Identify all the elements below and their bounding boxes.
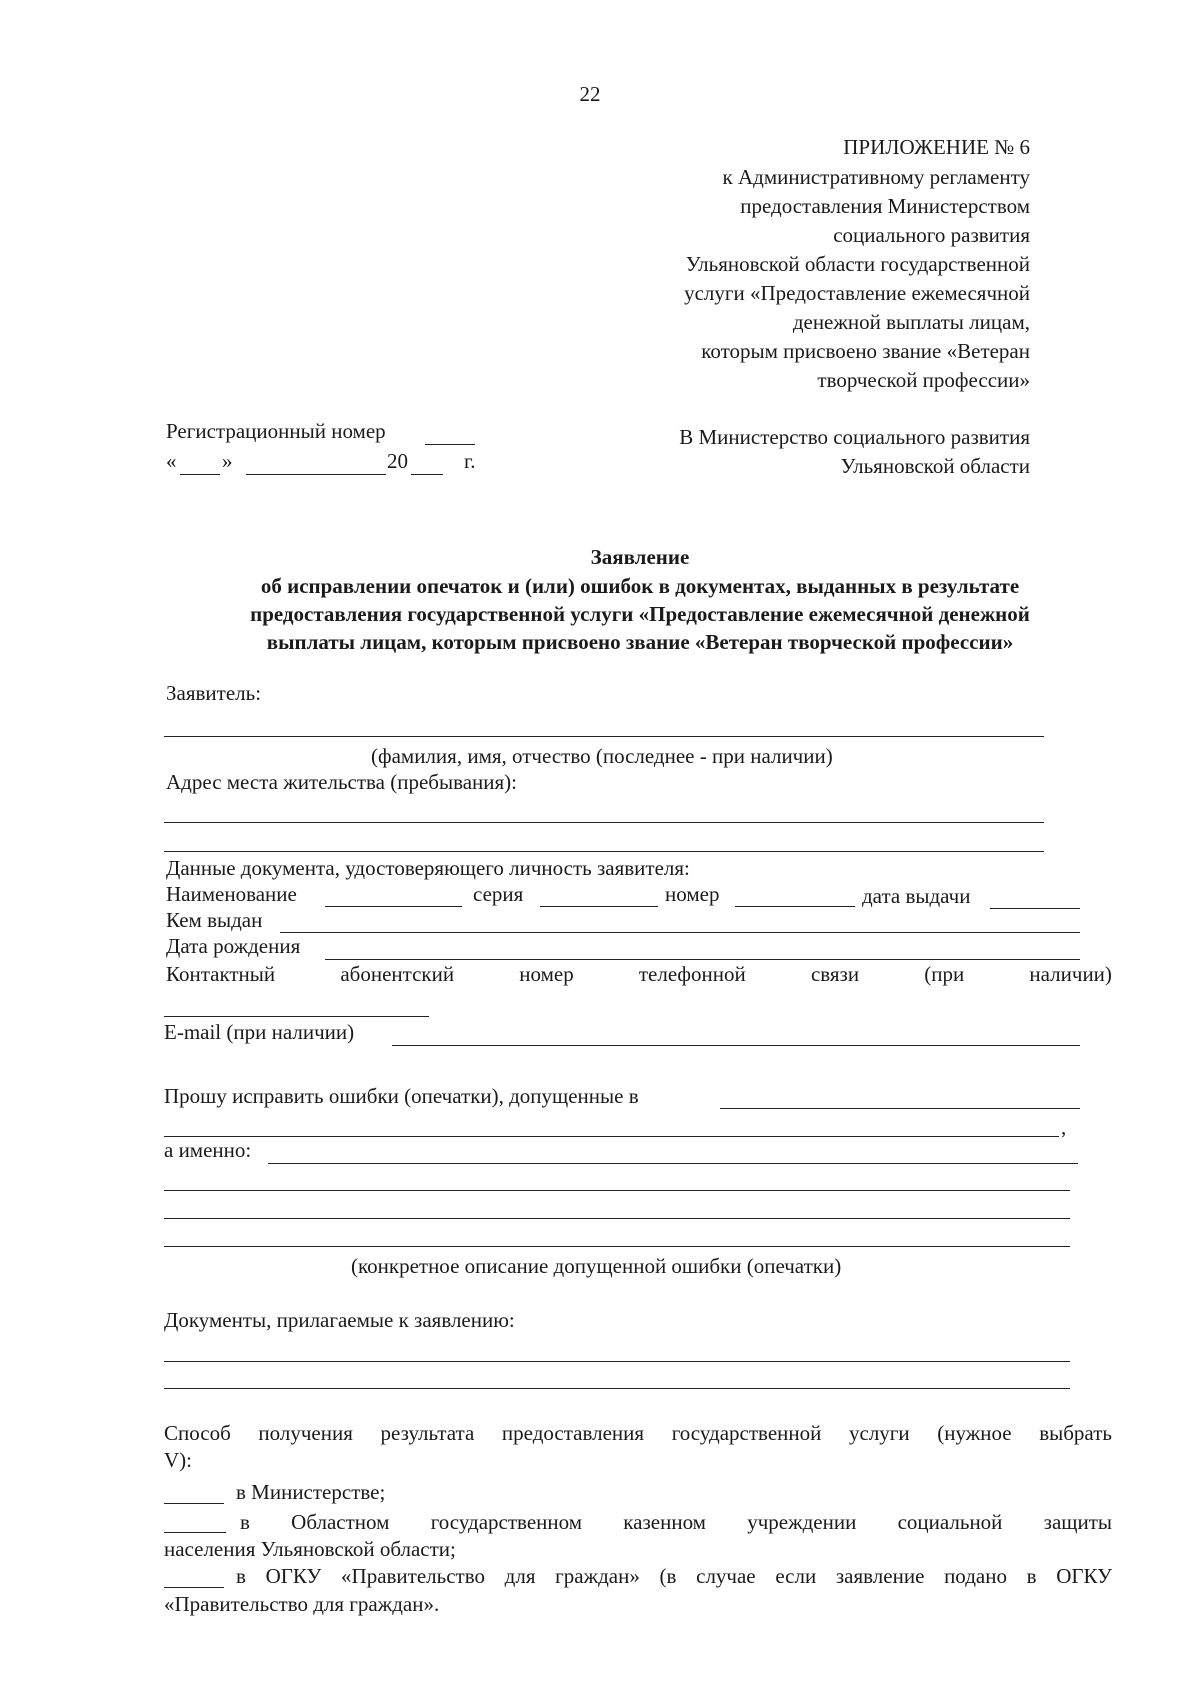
date-open-quote: « — [166, 449, 177, 473]
appendix-line: к Административному регламенту — [722, 165, 1030, 189]
method-label — [164, 1423, 1112, 1444]
addressee-line-2: Ульяновской области — [840, 454, 1030, 478]
registration-label: Регистрационный номер — [166, 419, 386, 443]
phone-word: связи — [810, 962, 860, 986]
option-regional-agency-label — [240, 1512, 1112, 1533]
date-year-suffix: г. — [464, 449, 476, 473]
option3-word: в — [236, 1564, 246, 1588]
doc-issue-date-label: дата выдачи — [862, 884, 971, 908]
applicant-label: Заявитель: — [166, 681, 262, 705]
option3-word: (в — [659, 1564, 677, 1588]
option-regional-agency-checkbox[interactable] — [164, 1532, 226, 1533]
phone-word: (при — [924, 962, 965, 986]
error-description-field[interactable] — [164, 1246, 1070, 1247]
registration-number-field[interactable] — [425, 444, 475, 445]
correct-request-label: Прошу исправить ошибки (опечатки), допущенные в — [164, 1084, 639, 1108]
error-description-field[interactable] — [164, 1190, 1070, 1191]
option-ogku-label-tail: «Правительство для граждан». — [164, 1592, 440, 1616]
method-word: выбрать — [1039, 1421, 1112, 1445]
correct-document-field[interactable] — [720, 1108, 1080, 1109]
appendix-line: услуги «Предоставление ежемесячной — [684, 281, 1030, 305]
phone-word: абонентский — [340, 962, 455, 986]
method-word: результата — [380, 1421, 475, 1445]
attached-documents-field[interactable] — [164, 1361, 1070, 1362]
date-year-field[interactable] — [411, 474, 443, 475]
appendix-line: Ульяновской области государственной — [685, 252, 1030, 276]
phone-word: наличии) — [1029, 962, 1112, 986]
method-label-tail: V): — [164, 1448, 192, 1472]
option3-word: в — [1026, 1564, 1037, 1588]
applicant-name-field[interactable] — [164, 736, 1044, 737]
option-ogku-checkbox[interactable] — [164, 1587, 224, 1588]
document-subtitle-line: об исправлении опечаток и (или) ошибок в документах, выданных в результате — [260, 574, 1020, 598]
option3-word: ОГКУ — [1056, 1564, 1112, 1588]
phone-word: Контактный — [166, 962, 276, 986]
appendix-block — [560, 137, 1030, 399]
document-subtitle-line: предоставления государственной услуги «Предоставление ежемесячной денежной — [250, 602, 1030, 626]
doc-series-field[interactable] — [540, 906, 658, 907]
date-month-field[interactable] — [246, 474, 386, 475]
birth-date-field[interactable] — [325, 959, 1080, 960]
doc-series-label: серия — [473, 882, 524, 906]
fio-caption: (фамилия, имя, отчество (последнее - при наличии) — [371, 744, 833, 768]
addressee-line-1: В Министерство социального развития — [679, 425, 1030, 449]
doc-issue-date-field[interactable] — [990, 908, 1080, 909]
option2-word: государственном — [430, 1510, 583, 1534]
phone-word: номер — [519, 962, 574, 986]
line-comma: , — [1061, 1115, 1067, 1139]
method-word: Способ — [164, 1421, 231, 1445]
appendix-line: денежной выплаты лицам, — [792, 310, 1030, 334]
birth-date-label: Дата рождения — [166, 934, 301, 958]
phone-word: телефонной — [638, 962, 746, 986]
appendix-line: предоставления Министерством — [740, 194, 1030, 218]
correct-document-field-2[interactable] — [164, 1136, 1059, 1137]
option-ministry-checkbox[interactable] — [164, 1503, 224, 1504]
method-word: государственной — [671, 1421, 822, 1445]
document-title: Заявление — [590, 545, 690, 569]
option3-word: граждан» — [555, 1564, 640, 1588]
attached-documents-label: Документы, прилагаемые к заявлению: — [164, 1308, 515, 1332]
namely-label: а именно: — [164, 1138, 252, 1162]
option3-word: если — [775, 1564, 817, 1588]
attached-documents-field[interactable] — [164, 1388, 1070, 1389]
email-field[interactable] — [392, 1045, 1080, 1046]
id-document-label: Данные документа, удостоверяющего личность заявителя: — [166, 856, 690, 880]
option3-word: случае — [696, 1564, 756, 1588]
appendix-line: социального развития — [833, 223, 1030, 247]
email-label: E-mail (при наличии) — [164, 1020, 355, 1044]
doc-number-field[interactable] — [735, 906, 855, 907]
error-description-field[interactable] — [164, 1218, 1070, 1219]
address-label: Адрес места жительства (пребывания): — [166, 770, 518, 794]
date-day-field[interactable] — [180, 474, 220, 475]
option3-word: для — [504, 1564, 536, 1588]
appendix-line: творческой профессии» — [817, 368, 1030, 392]
issued-by-field[interactable] — [280, 932, 1080, 933]
option-ogku-label — [236, 1566, 1112, 1587]
option3-word: ОГКУ — [265, 1564, 322, 1588]
option2-word: учреждении — [747, 1510, 857, 1534]
error-description-field[interactable] — [268, 1163, 1078, 1164]
method-word: получения — [258, 1421, 353, 1445]
option-ministry-label: в Министерстве; — [236, 1480, 386, 1504]
option2-word: защиты — [1043, 1510, 1112, 1534]
appendix-line: которым присвоено звание «Ветеран — [701, 339, 1030, 363]
date-close-quote: » — [222, 449, 233, 473]
doc-name-label: Наименование — [166, 882, 297, 906]
address-field-line[interactable] — [164, 851, 1044, 852]
method-word: предоставления — [501, 1421, 645, 1445]
option2-word: в — [240, 1510, 250, 1534]
phone-field[interactable] — [164, 1016, 429, 1017]
option3-word: заявление — [835, 1564, 925, 1588]
document-subtitle-line: выплаты лицам, которым присвоено звание «Ветеран творческой профессии» — [266, 630, 1014, 654]
option2-word: Областном — [291, 1510, 390, 1534]
option2-word: казенном — [623, 1510, 706, 1534]
doc-number-label: номер — [665, 882, 720, 906]
option3-word: «Правительство — [341, 1564, 485, 1588]
appendix-heading: ПРИЛОЖЕНИЕ № 6 — [843, 135, 1030, 159]
date-year-prefix: 20 — [387, 449, 408, 473]
issued-by-label: Кем выдан — [166, 908, 263, 932]
method-word: (нужное — [937, 1421, 1012, 1445]
option2-word: социальной — [897, 1510, 1003, 1534]
option3-word: подано — [944, 1564, 1007, 1588]
page-number: 22 — [579, 82, 601, 106]
doc-name-field[interactable] — [325, 906, 462, 907]
phone-label — [166, 964, 1112, 985]
error-caption: (конкретное описание допущенной ошибки (опечатки) — [351, 1254, 842, 1278]
method-word: услуги — [849, 1421, 910, 1445]
option-regional-agency-label-tail: населения Ульяновской области; — [164, 1537, 456, 1561]
address-field-line[interactable] — [164, 822, 1044, 823]
